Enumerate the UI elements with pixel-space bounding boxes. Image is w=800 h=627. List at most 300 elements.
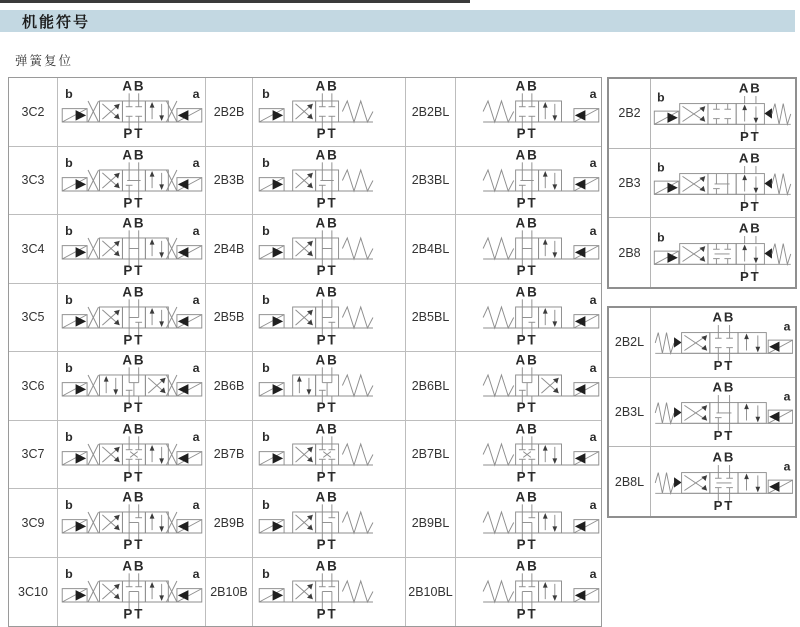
port-lines xyxy=(718,395,729,403)
solenoid-icon xyxy=(259,451,284,464)
cell-model-3C10 xyxy=(9,558,58,627)
port-label: AB xyxy=(515,147,539,163)
spring-icon xyxy=(655,472,674,493)
cell-symbol-3C5 xyxy=(58,284,206,353)
cell-model-2B3BL xyxy=(406,147,456,216)
model-label: 3C7 xyxy=(21,447,45,462)
valve-symbol-bl xyxy=(458,148,600,213)
port-label: AB xyxy=(121,490,145,505)
crossed-flow-arrows xyxy=(148,378,165,393)
model-label: 2B8L xyxy=(614,474,645,489)
port-label: PT xyxy=(316,263,338,279)
crossed-flow-arrows xyxy=(683,246,706,261)
valve-symbol-bb xyxy=(258,216,400,281)
model-label: 3C10 xyxy=(18,584,48,599)
parallel-flow-arrows xyxy=(542,239,556,258)
parallel-flow-arrows xyxy=(744,334,760,353)
port-label: b xyxy=(262,498,270,513)
model-label: 2B5BL xyxy=(411,310,450,325)
parallel-flow-arrows xyxy=(542,171,556,190)
solenoid-icon xyxy=(176,246,201,259)
parallel-flow-arrows xyxy=(742,105,758,124)
valve-symbol-rl xyxy=(653,380,793,444)
cell-model-2B2L xyxy=(609,308,651,378)
spring-icon xyxy=(483,101,514,122)
model-label: 2B3BL xyxy=(411,173,450,188)
cell-symbol-2B3BL xyxy=(456,147,601,216)
crossed-flow-arrows xyxy=(296,241,313,256)
solenoid-icon xyxy=(768,480,792,493)
cell-model-2B10BL xyxy=(406,558,456,627)
solenoid-icon xyxy=(768,410,792,423)
valve-symbol-bb xyxy=(258,353,400,418)
model-label: 2B4B xyxy=(213,241,245,256)
port-label: b xyxy=(262,224,270,239)
port-label: PT xyxy=(122,537,144,553)
valve-symbol-bb xyxy=(258,559,400,624)
valve-symbol-3c xyxy=(61,422,203,487)
port-lines xyxy=(322,299,332,307)
solenoid-icon xyxy=(259,177,284,190)
solenoid-icon xyxy=(176,109,201,122)
crossed-flow-arrows xyxy=(683,107,706,122)
port-label: AB xyxy=(315,490,339,505)
cell-symbol-2B5BL xyxy=(456,284,601,353)
cell-model-2B9B xyxy=(206,489,253,558)
model-label: 3C2 xyxy=(21,104,45,119)
port-label: AB xyxy=(515,559,539,574)
crossed-flow-arrows xyxy=(102,584,119,599)
port-lines xyxy=(129,231,139,239)
parallel-flow-arrows xyxy=(149,308,163,327)
valve-symbol-r xyxy=(653,81,793,145)
port-lines xyxy=(322,574,332,582)
spool-position-7 xyxy=(518,444,534,465)
solenoid-icon xyxy=(654,251,678,264)
cell-model-2B9BL xyxy=(406,489,456,558)
cell-symbol-2B2BL xyxy=(456,78,601,147)
solenoid-icon xyxy=(573,109,598,122)
cell-model-2B3L xyxy=(609,378,651,448)
parallel-flow-arrows xyxy=(149,102,163,121)
port-label: b xyxy=(657,91,665,106)
port-lines xyxy=(322,436,332,444)
solenoid-icon xyxy=(259,520,284,533)
port-label: PT xyxy=(316,195,338,211)
spring-icon xyxy=(88,512,99,533)
port-label: AB xyxy=(121,284,145,300)
model-label: 2B6BL xyxy=(411,378,450,393)
valve-symbol-3c xyxy=(61,216,203,281)
cell-symbol-2B2B xyxy=(253,78,406,147)
solenoid-icon xyxy=(573,177,598,190)
crossed-flow-arrows xyxy=(102,447,119,462)
spool-position-10 xyxy=(518,581,534,602)
port-label: PT xyxy=(713,497,735,513)
port-label: AB xyxy=(121,79,145,94)
valve-symbol-3c xyxy=(61,285,203,350)
spring-icon xyxy=(483,375,514,396)
valve-symbol-bb xyxy=(258,490,400,555)
section-title: 机能符号 xyxy=(22,13,91,31)
valve-symbol-bl xyxy=(458,216,600,281)
port-label: PT xyxy=(516,263,538,279)
solenoid-icon xyxy=(259,589,284,602)
spring-icon xyxy=(772,174,791,195)
valve-symbol-bl xyxy=(458,490,600,555)
spring-icon xyxy=(88,170,99,191)
port-lines xyxy=(718,325,729,333)
model-label: 2B9BL xyxy=(411,515,450,530)
solenoid-icon xyxy=(62,177,87,190)
parallel-flow-arrows xyxy=(149,513,163,532)
port-label: AB xyxy=(315,353,339,368)
model-label: 2B2 xyxy=(618,106,641,121)
crossed-flow-arrows xyxy=(684,405,707,420)
cell-symbol-2B8L xyxy=(651,447,795,516)
port-label: PT xyxy=(316,126,338,142)
model-label: 2B3 xyxy=(618,175,641,190)
port-label: AB xyxy=(515,79,539,94)
port-label: AB xyxy=(515,284,539,300)
port-label: AB xyxy=(515,353,539,368)
port-label: PT xyxy=(122,332,144,348)
port-label: AB xyxy=(515,216,539,231)
spool-position-3 xyxy=(125,170,140,191)
port-label: AB xyxy=(515,490,539,505)
model-label: 2B4BL xyxy=(411,241,450,256)
crossed-flow-arrows xyxy=(296,584,313,599)
spool-position-10 xyxy=(125,581,141,602)
spring-icon xyxy=(483,581,514,602)
port-label: a xyxy=(589,498,596,513)
solenoid-icon xyxy=(259,314,284,327)
port-label: AB xyxy=(738,150,762,166)
port-label: a xyxy=(589,429,596,444)
port-lines xyxy=(745,96,756,104)
port-label: AB xyxy=(121,421,145,437)
cell-model-2B8L xyxy=(609,447,651,516)
cell-model-2B7B xyxy=(206,421,253,490)
spring-icon xyxy=(88,581,99,602)
port-lines xyxy=(522,231,532,239)
spool-position-2 xyxy=(319,101,335,122)
valve-symbol-bb xyxy=(258,79,400,144)
valve-symbol-bl xyxy=(458,353,600,418)
port-label: PT xyxy=(713,428,735,444)
solenoid-icon xyxy=(62,246,87,259)
port-lines xyxy=(745,236,756,244)
crossed-flow-arrows xyxy=(541,378,558,393)
solenoid-icon xyxy=(176,177,201,190)
spring-icon xyxy=(483,238,514,259)
crossed-flow-arrows xyxy=(684,336,707,351)
port-label: PT xyxy=(516,332,538,348)
parallel-flow-arrows xyxy=(149,445,163,464)
cell-model-2B2B xyxy=(206,78,253,147)
spool-position-3 xyxy=(319,170,334,191)
cell-model-2B2 xyxy=(609,79,651,149)
solenoid-icon xyxy=(573,383,598,396)
spool-position-2 xyxy=(713,104,731,125)
port-lines xyxy=(522,299,532,307)
cell-symbol-3C9 xyxy=(58,489,206,558)
port-label: b xyxy=(64,498,73,513)
parallel-flow-arrows xyxy=(742,175,758,194)
model-label: 2B2B xyxy=(213,104,245,119)
port-label: PT xyxy=(740,129,761,145)
port-lines xyxy=(322,368,332,376)
cell-symbol-3C3 xyxy=(58,147,206,216)
valve-symbol-bb xyxy=(258,422,400,487)
port-label: a xyxy=(589,567,596,582)
valve-symbol-rl xyxy=(653,450,793,514)
solenoid-icon xyxy=(768,340,792,353)
parallel-flow-arrows xyxy=(744,404,760,423)
port-lines xyxy=(322,94,332,102)
cell-model-2B6B xyxy=(206,352,253,421)
cell-symbol-2B10BL xyxy=(456,558,601,627)
port-label: PT xyxy=(316,332,338,348)
port-label: PT xyxy=(516,606,538,622)
solenoid-icon xyxy=(259,109,284,122)
parallel-flow-arrows xyxy=(149,171,163,190)
spool-position-5 xyxy=(522,307,535,328)
port-label: PT xyxy=(713,358,735,374)
solenoid-icon xyxy=(654,111,678,124)
port-label: a xyxy=(589,292,596,307)
model-label: 2B9B xyxy=(213,515,245,530)
port-label: b xyxy=(262,292,270,307)
port-label: a xyxy=(783,389,791,404)
cell-model-3C6 xyxy=(9,352,58,421)
port-label: AB xyxy=(121,353,145,368)
model-label: 2B8 xyxy=(618,245,641,260)
spring-icon xyxy=(88,307,99,328)
solenoid-icon xyxy=(654,181,678,194)
spool-position-10 xyxy=(319,581,335,602)
crossed-flow-arrows xyxy=(102,310,119,325)
port-label: PT xyxy=(516,400,538,416)
port-label: b xyxy=(262,87,270,102)
spool-position-4 xyxy=(322,238,332,259)
port-label: b xyxy=(64,224,73,239)
spool-position-6 xyxy=(518,375,531,396)
spring-icon xyxy=(483,170,514,191)
port-lines xyxy=(522,162,532,170)
side-table-no-spring-a xyxy=(607,306,797,518)
port-label: a xyxy=(192,87,199,102)
top-rule xyxy=(0,0,470,3)
model-label: 2B3B xyxy=(213,173,245,188)
cell-symbol-2B8 xyxy=(651,218,795,287)
solenoid-icon xyxy=(259,383,284,396)
port-label: a xyxy=(783,320,791,335)
cell-symbol-2B4B xyxy=(253,215,406,284)
valve-symbol-bl xyxy=(458,559,600,624)
solenoid-icon xyxy=(573,314,598,327)
cell-model-2B5B xyxy=(206,284,253,353)
valve-symbol-rl xyxy=(653,310,793,374)
port-label: PT xyxy=(316,400,338,416)
solenoid-icon xyxy=(62,383,87,396)
cell-symbol-2B2 xyxy=(651,79,795,149)
spool-position-4 xyxy=(522,238,532,259)
port-label: AB xyxy=(515,421,539,437)
port-lines xyxy=(322,505,332,513)
spool-position-6 xyxy=(125,375,138,396)
cell-symbol-2B10B xyxy=(253,558,406,627)
spool-position-3 xyxy=(713,174,729,195)
parallel-flow-arrows xyxy=(297,376,311,395)
solenoid-icon xyxy=(62,109,87,122)
port-label: PT xyxy=(516,469,538,485)
crossed-flow-arrows xyxy=(296,104,313,119)
spring-icon xyxy=(88,375,99,396)
crossed-flow-arrows xyxy=(296,310,313,325)
solenoid-icon xyxy=(176,451,201,464)
spool-position-3 xyxy=(715,403,731,424)
spool-position-9 xyxy=(129,512,142,533)
port-label: a xyxy=(783,459,791,474)
cell-symbol-2B3B xyxy=(253,147,406,216)
port-label: a xyxy=(589,155,596,170)
cell-model-2B10B xyxy=(206,558,253,627)
port-lines xyxy=(129,436,139,444)
port-lines xyxy=(522,574,532,582)
port-label: AB xyxy=(712,310,736,325)
spool-position-8 xyxy=(715,472,733,493)
cell-symbol-2B3L xyxy=(651,378,795,448)
port-label: PT xyxy=(316,469,338,485)
port-label: b xyxy=(64,361,73,376)
solenoid-icon xyxy=(62,520,87,533)
solenoid-icon xyxy=(573,589,598,602)
cell-symbol-3C7 xyxy=(58,421,206,490)
valve-symbol-3c xyxy=(61,490,203,555)
port-label: b xyxy=(262,361,270,376)
port-lines xyxy=(129,368,139,376)
valve-symbol-bl xyxy=(458,422,600,487)
port-label: PT xyxy=(122,263,144,279)
solenoid-icon xyxy=(62,314,87,327)
port-label: b xyxy=(657,230,665,245)
model-label: 2B10BL xyxy=(408,584,453,599)
port-label: a xyxy=(192,361,199,376)
spool-position-7 xyxy=(125,444,141,465)
port-label: a xyxy=(589,224,596,239)
spool-position-3 xyxy=(518,170,533,191)
port-label: b xyxy=(262,429,270,444)
spring-icon xyxy=(88,238,99,259)
spring-icon xyxy=(483,307,514,328)
port-label: AB xyxy=(315,284,339,300)
spool-position-4 xyxy=(129,238,139,259)
model-label: 2B6B xyxy=(213,378,245,393)
model-label: 2B2BL xyxy=(411,104,450,119)
port-label: AB xyxy=(315,559,339,574)
solenoid-icon xyxy=(573,246,598,259)
spool-position-2 xyxy=(518,101,534,122)
port-label: a xyxy=(589,87,596,102)
port-label: PT xyxy=(122,126,144,142)
spring-icon xyxy=(655,403,674,424)
port-label: AB xyxy=(712,379,736,395)
solenoid-icon xyxy=(62,451,87,464)
spring-icon xyxy=(342,101,373,122)
cell-model-2B3B xyxy=(206,147,253,216)
port-lines xyxy=(522,436,532,444)
model-label: 2B3L xyxy=(614,404,645,419)
port-lines xyxy=(522,368,532,376)
port-label: PT xyxy=(316,537,338,553)
port-label: PT xyxy=(122,469,144,485)
cell-symbol-3C4 xyxy=(58,215,206,284)
port-label: PT xyxy=(316,606,338,622)
cell-symbol-2B7BL xyxy=(456,421,601,490)
cell-symbol-2B6BL xyxy=(456,352,601,421)
parallel-flow-arrows xyxy=(542,445,556,464)
cell-symbol-2B9BL xyxy=(456,489,601,558)
port-label: b xyxy=(64,87,73,102)
cell-model-3C7 xyxy=(9,421,58,490)
solenoid-icon xyxy=(62,589,87,602)
port-label: b xyxy=(657,160,665,175)
spring-icon xyxy=(342,238,373,259)
port-label: a xyxy=(192,429,199,444)
port-lines xyxy=(522,505,532,513)
cell-model-3C2 xyxy=(9,78,58,147)
cell-symbol-2B2L xyxy=(651,308,795,378)
port-label: AB xyxy=(121,147,145,163)
spring-icon xyxy=(342,375,373,396)
spool-position-8 xyxy=(713,243,731,264)
valve-symbol-bb xyxy=(258,148,400,213)
port-lines xyxy=(522,94,532,102)
port-lines xyxy=(745,166,756,174)
crossed-flow-arrows xyxy=(102,173,119,188)
spool-position-2 xyxy=(715,333,733,354)
solenoid-icon xyxy=(573,520,598,533)
spring-icon xyxy=(342,170,373,191)
port-label: b xyxy=(262,567,270,582)
parallel-flow-arrows xyxy=(149,582,163,601)
port-lines xyxy=(322,231,332,239)
port-label: PT xyxy=(740,268,761,284)
spring-icon xyxy=(655,333,674,354)
port-lines xyxy=(129,94,139,102)
port-label: a xyxy=(192,155,199,170)
cell-symbol-3C6 xyxy=(58,352,206,421)
spool-position-9 xyxy=(322,512,335,533)
crossed-flow-arrows xyxy=(102,515,119,530)
crossed-flow-arrows xyxy=(296,173,313,188)
crossed-flow-arrows xyxy=(684,475,707,490)
port-label: a xyxy=(589,361,596,376)
valve-symbol-r xyxy=(653,151,793,215)
crossed-flow-arrows xyxy=(102,241,119,256)
cell-model-2B5BL xyxy=(406,284,456,353)
spring-icon xyxy=(483,444,514,465)
model-label: 2B7BL xyxy=(411,447,450,462)
spring-icon xyxy=(342,512,373,533)
port-label: AB xyxy=(712,449,736,464)
cell-model-2B4B xyxy=(206,215,253,284)
valve-symbol-3c xyxy=(61,148,203,213)
port-label: b xyxy=(64,567,73,582)
port-label: PT xyxy=(122,400,144,416)
port-label: a xyxy=(192,224,199,239)
